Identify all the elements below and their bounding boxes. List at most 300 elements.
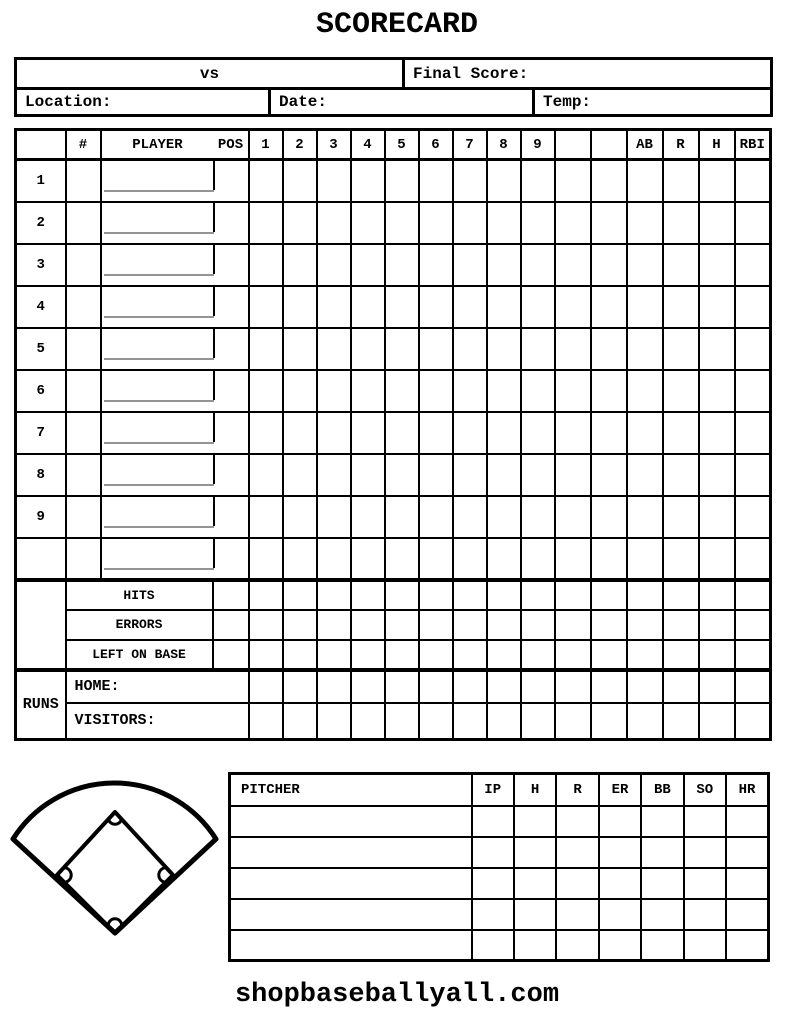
grid-cell xyxy=(283,610,317,640)
grid-cell xyxy=(591,580,627,610)
grid-cell xyxy=(419,703,453,740)
grid-cell xyxy=(627,703,663,740)
grid-cell xyxy=(663,538,699,580)
grid-cell xyxy=(249,538,283,580)
jersey-number-cell xyxy=(66,160,101,202)
player-name-line xyxy=(104,274,214,276)
grid-cell xyxy=(487,670,521,703)
grid-cell xyxy=(514,930,556,961)
outfield-outline xyxy=(13,783,216,933)
grid-cell xyxy=(663,580,699,610)
grid-cell xyxy=(249,244,283,286)
corner-header-cell xyxy=(16,130,66,160)
grid-cell xyxy=(487,244,521,286)
player-pos-divider xyxy=(213,539,215,568)
pitcher-header: PITCHER xyxy=(230,774,472,806)
player-name-line xyxy=(104,358,214,360)
grid-cell xyxy=(487,610,521,640)
grid-cell xyxy=(663,202,699,244)
grid-cell xyxy=(684,930,726,961)
grid-cell xyxy=(453,703,487,740)
grid-cell xyxy=(521,580,555,610)
grid-cell xyxy=(419,640,453,670)
grid-cell xyxy=(663,370,699,412)
inning-header: 4 xyxy=(351,130,385,160)
grid-cell xyxy=(385,244,419,286)
grid-cell xyxy=(555,640,591,670)
grid-cell xyxy=(249,703,283,740)
grid-cell xyxy=(555,328,591,370)
grid-cell xyxy=(283,670,317,703)
grid-cell xyxy=(472,806,514,837)
batting-row xyxy=(16,286,771,328)
grid-cell xyxy=(699,412,735,454)
game-info-table xyxy=(14,57,773,117)
grid-cell xyxy=(627,370,663,412)
er-header: ER xyxy=(599,774,641,806)
grid-cell xyxy=(699,454,735,496)
grid-cell xyxy=(283,328,317,370)
grid-cell xyxy=(317,580,351,610)
grid-cell xyxy=(419,580,453,610)
grid-cell xyxy=(385,160,419,202)
grid-cell xyxy=(627,454,663,496)
grid-cell xyxy=(641,899,683,930)
stat-header: AB xyxy=(627,130,663,160)
grid-cell xyxy=(351,160,385,202)
grid-cell xyxy=(249,670,283,703)
grid-cell xyxy=(351,580,385,610)
grid-cell xyxy=(627,496,663,538)
batting-header-row xyxy=(16,130,771,160)
grid-cell xyxy=(627,580,663,610)
grid-cell xyxy=(591,670,627,703)
pitcher-name-cell xyxy=(230,899,472,930)
row-number-cell: 4 xyxy=(16,286,66,328)
grid-cell xyxy=(521,610,555,640)
player-pos-divider xyxy=(213,329,215,358)
player-pos-divider xyxy=(213,287,215,316)
grid-cell xyxy=(641,806,683,837)
grid-cell xyxy=(521,454,555,496)
second-base-mark xyxy=(109,820,122,825)
baseball-diamond-icon xyxy=(6,768,222,948)
grid-cell xyxy=(663,244,699,286)
grid-cell xyxy=(699,580,735,610)
grid-cell xyxy=(514,868,556,899)
inning-header: 3 xyxy=(317,130,351,160)
player-name-line xyxy=(104,400,214,402)
jersey-number-header: # xyxy=(66,130,101,160)
grid-cell xyxy=(419,160,453,202)
footer-website: shopbaseballyall.com xyxy=(234,980,560,1010)
grid-cell xyxy=(385,538,419,580)
pitching-table xyxy=(228,772,770,962)
player-name-line xyxy=(104,190,214,192)
grid-cell xyxy=(735,640,771,670)
player-name-cell xyxy=(101,454,249,496)
batting-row xyxy=(16,370,771,412)
batting-table xyxy=(14,128,772,741)
visitors-label: VISITORS: xyxy=(66,703,249,740)
row-number-cell: 2 xyxy=(16,202,66,244)
grid-cell xyxy=(351,370,385,412)
player-name-cell xyxy=(101,538,249,580)
grid-cell xyxy=(735,244,771,286)
grid-cell xyxy=(351,670,385,703)
grid-cell xyxy=(385,202,419,244)
grid-cell xyxy=(521,286,555,328)
player-name-cell xyxy=(101,202,249,244)
grid-cell xyxy=(663,640,699,670)
grid-cell xyxy=(514,837,556,868)
grid-cell xyxy=(699,328,735,370)
grid-cell xyxy=(487,370,521,412)
jersey-number-cell xyxy=(66,328,101,370)
grid-cell xyxy=(283,244,317,286)
grid-cell xyxy=(487,412,521,454)
batting-row xyxy=(16,328,771,370)
grid-cell xyxy=(663,286,699,328)
grid-cell xyxy=(249,328,283,370)
grid-cell xyxy=(283,370,317,412)
grid-cell xyxy=(591,328,627,370)
grid-cell xyxy=(249,160,283,202)
grid-cell xyxy=(641,930,683,961)
grid-cell xyxy=(555,670,591,703)
grid-cell xyxy=(317,454,351,496)
grid-cell xyxy=(521,640,555,670)
grid-cell xyxy=(317,370,351,412)
grid-cell xyxy=(663,160,699,202)
grid-cell xyxy=(555,580,591,610)
grid-cell xyxy=(385,703,419,740)
grid-cell xyxy=(591,370,627,412)
blank-column-header xyxy=(591,130,627,160)
grid-cell xyxy=(699,286,735,328)
grid-cell xyxy=(726,899,768,930)
player-name-line xyxy=(104,232,214,234)
grid-cell xyxy=(453,496,487,538)
jersey-number-cell xyxy=(66,496,101,538)
grid-cell xyxy=(556,837,598,868)
grid-cell xyxy=(351,412,385,454)
inning-header: 6 xyxy=(419,130,453,160)
grid-cell xyxy=(663,670,699,703)
jersey-number-cell xyxy=(66,202,101,244)
pitcher-name-cell xyxy=(230,868,472,899)
pitcher-name-cell xyxy=(230,806,472,837)
grid-cell xyxy=(591,202,627,244)
player-name-line xyxy=(104,568,214,570)
inning-header: 8 xyxy=(487,130,521,160)
grid-cell xyxy=(627,286,663,328)
grid-cell xyxy=(419,454,453,496)
grid-cell xyxy=(699,703,735,740)
grid-cell xyxy=(487,160,521,202)
grid-cell xyxy=(472,868,514,899)
location-cell: Location: xyxy=(16,89,270,116)
grid-cell xyxy=(385,496,419,538)
grid-cell xyxy=(419,412,453,454)
grid-cell xyxy=(726,837,768,868)
errors-row xyxy=(16,610,771,640)
grid-cell xyxy=(249,412,283,454)
grid-cell xyxy=(521,244,555,286)
grid-cell xyxy=(317,670,351,703)
grid-cell xyxy=(591,160,627,202)
blank-column-header xyxy=(555,130,591,160)
grid-cell xyxy=(385,580,419,610)
grid-cell xyxy=(591,286,627,328)
grid-cell xyxy=(351,496,385,538)
stat-header: R xyxy=(663,130,699,160)
grid-cell xyxy=(735,610,771,640)
grid-cell xyxy=(249,640,283,670)
grid-cell xyxy=(419,286,453,328)
grid-cell xyxy=(385,328,419,370)
player-pos-divider xyxy=(213,245,215,274)
pitching-row xyxy=(230,899,769,930)
grid-cell xyxy=(419,244,453,286)
player-name-line xyxy=(104,442,214,444)
batting-row xyxy=(16,244,771,286)
grid-cell xyxy=(385,412,419,454)
grid-cell xyxy=(591,703,627,740)
grid-cell xyxy=(453,244,487,286)
grid-cell xyxy=(351,610,385,640)
grid-cell xyxy=(555,370,591,412)
jersey-number-cell xyxy=(66,454,101,496)
grid-cell xyxy=(453,412,487,454)
row-number-cell: 5 xyxy=(16,328,66,370)
player-pos-divider xyxy=(213,161,215,190)
row-number-cell: 6 xyxy=(16,370,66,412)
grid-cell xyxy=(213,580,249,610)
left-on-base-label: LEFT ON BASE xyxy=(66,640,213,670)
grid-cell xyxy=(556,930,598,961)
grid-cell xyxy=(726,868,768,899)
grid-cell xyxy=(487,454,521,496)
grid-cell xyxy=(663,328,699,370)
grid-cell xyxy=(726,930,768,961)
grid-cell xyxy=(556,899,598,930)
grid-cell xyxy=(317,640,351,670)
jersey-number-cell xyxy=(66,538,101,580)
grid-cell xyxy=(472,837,514,868)
grid-cell xyxy=(283,580,317,610)
player-name-cell xyxy=(101,244,249,286)
row-number-cell: 1 xyxy=(16,160,66,202)
stat-header: RBI xyxy=(735,130,771,160)
grid-cell xyxy=(351,538,385,580)
grid-cell xyxy=(521,370,555,412)
row-number-cell: 7 xyxy=(16,412,66,454)
grid-cell xyxy=(726,806,768,837)
grid-cell xyxy=(385,454,419,496)
runs-home-row xyxy=(16,670,771,703)
grid-cell xyxy=(555,412,591,454)
inning-header: 5 xyxy=(385,130,419,160)
grid-cell xyxy=(591,496,627,538)
player-pos-divider xyxy=(213,413,215,442)
pitching-row xyxy=(230,868,769,899)
summary-corner-cell xyxy=(16,580,66,670)
grid-cell xyxy=(555,202,591,244)
grid-cell xyxy=(453,640,487,670)
grid-cell xyxy=(684,899,726,930)
grid-cell xyxy=(283,454,317,496)
grid-cell xyxy=(591,244,627,286)
grid-cell xyxy=(351,286,385,328)
player-name-cell xyxy=(101,370,249,412)
grid-cell xyxy=(487,286,521,328)
player-name-cell xyxy=(101,328,249,370)
grid-cell xyxy=(699,370,735,412)
grid-cell xyxy=(487,640,521,670)
hits-row xyxy=(16,580,771,610)
grid-cell xyxy=(487,328,521,370)
grid-cell xyxy=(453,580,487,610)
grid-cell xyxy=(317,286,351,328)
grid-cell xyxy=(419,538,453,580)
ip-header: IP xyxy=(472,774,514,806)
pitching-row xyxy=(230,806,769,837)
grid-cell xyxy=(699,496,735,538)
grid-cell xyxy=(317,703,351,740)
grid-cell xyxy=(663,610,699,640)
grid-cell xyxy=(627,610,663,640)
grid-cell xyxy=(641,868,683,899)
h-header: H xyxy=(514,774,556,806)
grid-cell xyxy=(627,640,663,670)
grid-cell xyxy=(453,370,487,412)
batting-row xyxy=(16,496,771,538)
grid-cell xyxy=(419,370,453,412)
pos-header-label: POS xyxy=(217,136,244,153)
player-pos-divider xyxy=(213,497,215,526)
pitching-row xyxy=(230,837,769,868)
game-info-row-bottom xyxy=(16,89,772,116)
grid-cell xyxy=(249,610,283,640)
grid-cell xyxy=(521,160,555,202)
left-on-base-row xyxy=(16,640,771,670)
grid-cell xyxy=(591,412,627,454)
grid-cell xyxy=(735,370,771,412)
grid-cell xyxy=(699,160,735,202)
grid-cell xyxy=(317,244,351,286)
player-name-cell xyxy=(101,496,249,538)
player-name-cell xyxy=(101,160,249,202)
grid-cell xyxy=(283,412,317,454)
bb-header: BB xyxy=(641,774,683,806)
grid-cell xyxy=(249,580,283,610)
temp-cell: Temp: xyxy=(534,89,772,116)
runs-visitors-row xyxy=(16,703,771,740)
grid-cell xyxy=(487,538,521,580)
pitching-row xyxy=(230,930,769,961)
grid-cell xyxy=(591,454,627,496)
inning-header: 2 xyxy=(283,130,317,160)
jersey-number-cell xyxy=(66,286,101,328)
grid-cell xyxy=(453,202,487,244)
grid-cell xyxy=(351,328,385,370)
row-number-cell xyxy=(16,538,66,580)
grid-cell xyxy=(283,160,317,202)
so-header: SO xyxy=(684,774,726,806)
player-pos-divider xyxy=(213,371,215,400)
home-label: HOME: xyxy=(66,670,249,703)
grid-cell xyxy=(249,454,283,496)
infield-diamond xyxy=(57,812,173,933)
grid-cell xyxy=(453,286,487,328)
grid-cell xyxy=(663,496,699,538)
grid-cell xyxy=(735,328,771,370)
grid-cell xyxy=(351,640,385,670)
grid-cell xyxy=(627,244,663,286)
grid-cell xyxy=(351,454,385,496)
grid-cell xyxy=(283,496,317,538)
grid-cell xyxy=(453,160,487,202)
pitching-header-row xyxy=(230,774,769,806)
grid-cell xyxy=(419,670,453,703)
grid-cell xyxy=(735,286,771,328)
hits-label: HITS xyxy=(66,580,213,610)
grid-cell xyxy=(556,806,598,837)
player-header-label: PLAYER xyxy=(132,136,183,153)
player-name-cell xyxy=(101,412,249,454)
page-title: SCORECARD xyxy=(315,8,479,42)
grid-cell xyxy=(283,286,317,328)
grid-cell xyxy=(663,412,699,454)
grid-cell xyxy=(591,610,627,640)
grid-cell xyxy=(453,454,487,496)
grid-cell xyxy=(599,930,641,961)
grid-cell xyxy=(317,412,351,454)
date-cell: Date: xyxy=(270,89,534,116)
grid-cell xyxy=(453,670,487,703)
grid-cell xyxy=(351,703,385,740)
grid-cell xyxy=(213,640,249,670)
player-name-line xyxy=(104,316,214,318)
pitcher-name-cell xyxy=(230,837,472,868)
grid-cell xyxy=(555,286,591,328)
grid-cell xyxy=(249,496,283,538)
grid-cell xyxy=(521,328,555,370)
grid-cell xyxy=(555,244,591,286)
grid-cell xyxy=(735,580,771,610)
grid-cell xyxy=(351,202,385,244)
grid-cell xyxy=(419,202,453,244)
grid-cell xyxy=(735,703,771,740)
grid-cell xyxy=(735,670,771,703)
grid-cell xyxy=(487,703,521,740)
batting-row xyxy=(16,202,771,244)
grid-cell xyxy=(591,538,627,580)
row-number-cell: 8 xyxy=(16,454,66,496)
grid-cell xyxy=(213,610,249,640)
grid-cell xyxy=(419,496,453,538)
grid-cell xyxy=(684,868,726,899)
player-pos-divider xyxy=(213,203,215,232)
grid-cell xyxy=(555,454,591,496)
inning-header: 1 xyxy=(249,130,283,160)
grid-cell xyxy=(599,837,641,868)
row-number-cell: 3 xyxy=(16,244,66,286)
grid-cell xyxy=(317,538,351,580)
player-pos-divider xyxy=(213,455,215,484)
grid-cell xyxy=(641,837,683,868)
